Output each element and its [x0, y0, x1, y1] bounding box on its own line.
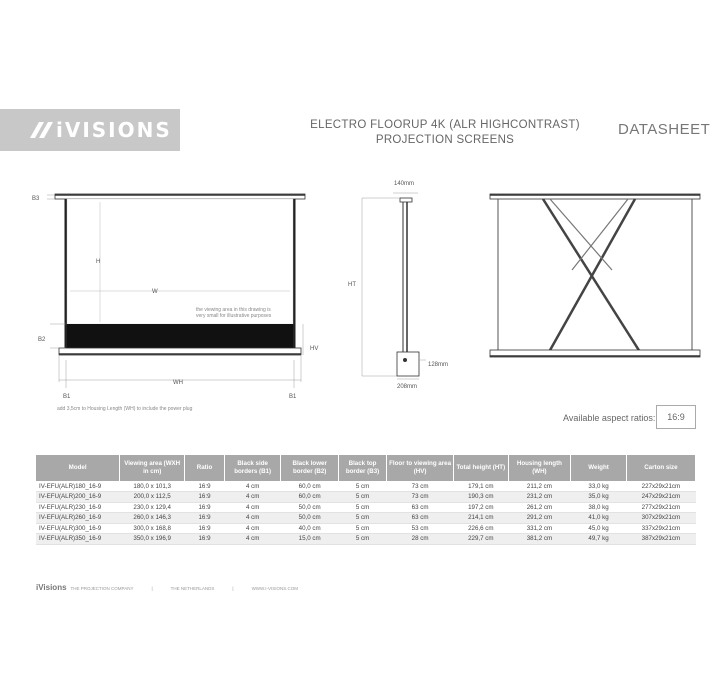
cell-model: IV-EFU(ALR)200_16-9	[36, 492, 120, 503]
cell-lower-border: 40,0 cm	[281, 523, 339, 534]
footer-brand: iVisions	[36, 583, 67, 592]
cell-floor-to-viewing: 73 cm	[387, 492, 454, 503]
cell-side-borders: 4 cm	[224, 492, 281, 503]
cell-weight: 35,0 kg	[571, 492, 626, 503]
document-type: DATASHEET	[618, 121, 710, 138]
cell-ratio: 16:9	[185, 523, 225, 534]
table-row	[36, 513, 696, 524]
cell-carton-size: 277x29x21cm	[626, 502, 695, 513]
cell-model: IV-EFU(ALR)230_16-9	[36, 502, 120, 513]
table-row	[36, 534, 696, 545]
cell-weight: 45,0 kg	[571, 523, 626, 534]
page-title	[300, 118, 590, 148]
cell-floor-to-viewing: 73 cm	[387, 481, 454, 492]
col-ratio: Ratio	[185, 455, 225, 481]
cell-model: IV-EFU(ALR)260_16-9	[36, 513, 120, 524]
wh-label: WH	[173, 380, 183, 386]
footer-website: WWW.I-VISIONS.COM	[251, 586, 299, 591]
cell-model: IV-EFU(ALR)300_16-9	[36, 523, 120, 534]
title-line-2: PROJECTION SCREENS	[375, 134, 515, 146]
cell-ratio: 16:9	[185, 534, 225, 545]
cell-weight: 49,7 kg	[571, 534, 626, 545]
col-top-border: Black top border (B3)	[338, 455, 386, 481]
col-viewing-area: Viewing area (WXH in cm)	[120, 455, 185, 481]
col-carton-size: Carton size	[626, 455, 695, 481]
col-floor-to-viewing: Floor to viewing area (HV)	[387, 455, 454, 481]
b3-label: B3	[32, 196, 40, 202]
illustration-note-2: very small for illustrative purposes	[196, 313, 272, 319]
cell-floor-to-viewing: 63 cm	[387, 513, 454, 524]
b1-left-label: B1	[63, 394, 71, 400]
table-row	[36, 523, 696, 534]
cell-housing-length: 231,2 cm	[508, 492, 571, 503]
cell-viewing-area: 180,0 x 101,3	[120, 481, 185, 492]
cell-viewing-area: 350,0 x 196,9	[120, 534, 185, 545]
cell-weight: 38,0 kg	[571, 502, 626, 513]
footer-separator: |	[151, 586, 153, 591]
cell-top-border: 5 cm	[338, 502, 386, 513]
cell-floor-to-viewing: 53 cm	[387, 523, 454, 534]
cell-top-border: 5 cm	[338, 534, 386, 545]
brand-logo-bar	[0, 109, 180, 151]
table-row	[36, 492, 696, 503]
ht-label: HT	[348, 282, 356, 288]
cell-total-height: 229,7 cm	[454, 534, 508, 545]
side-base-label: 208mm	[397, 384, 418, 390]
cell-carton-size: 247x29x21cm	[626, 492, 695, 503]
cell-housing-length: 211,2 cm	[508, 481, 571, 492]
cell-lower-border: 50,0 cm	[281, 513, 339, 524]
cell-floor-to-viewing: 28 cm	[387, 534, 454, 545]
cell-total-height: 214,1 cm	[454, 513, 508, 524]
front-view-drawing	[32, 194, 318, 412]
col-lower-border: Black lower border (B2)	[281, 455, 339, 481]
cell-viewing-area: 230,0 x 129,4	[120, 502, 185, 513]
cell-floor-to-viewing: 63 cm	[387, 502, 454, 513]
cell-top-border: 5 cm	[338, 513, 386, 524]
b1-right-label: B1	[289, 394, 297, 400]
power-plug-note: add 3,5cm to Housing Length (WH) to include the power plug	[57, 406, 193, 412]
aspect-ratio-badge: 16:9	[656, 405, 696, 429]
cell-total-height: 179,1 cm	[454, 481, 508, 492]
cell-viewing-area: 260,0 x 146,3	[120, 513, 185, 524]
cell-viewing-area: 300,0 x 168,8	[120, 523, 185, 534]
specifications-table	[36, 455, 696, 545]
cell-viewing-area: 200,0 x 112,5	[120, 492, 185, 503]
table-row	[36, 502, 696, 513]
cell-housing-length: 291,2 cm	[508, 513, 571, 524]
cell-carton-size: 227x29x21cm	[626, 481, 695, 492]
table-row	[36, 481, 696, 492]
cell-housing-length: 261,2 cm	[508, 502, 571, 513]
cell-lower-border: 60,0 cm	[281, 481, 339, 492]
col-total-height: Total height (HT)	[454, 455, 508, 481]
cell-side-borders: 4 cm	[224, 502, 281, 513]
cell-total-height: 197,2 cm	[454, 502, 508, 513]
aspect-ratios-label: Available aspect ratios:	[563, 413, 656, 423]
col-weight: Weight	[571, 455, 626, 481]
side-depth-label: 128mm	[428, 362, 449, 368]
cell-lower-border: 50,0 cm	[281, 502, 339, 513]
h-label: H	[96, 259, 101, 265]
col-housing-length: Housing length (WH)	[508, 455, 571, 481]
w-label: W	[152, 289, 158, 295]
cell-carton-size: 337x29x21cm	[626, 523, 695, 534]
cell-total-height: 190,3 cm	[454, 492, 508, 503]
illustration-note-1: the viewing area in this drawing is	[196, 307, 271, 313]
cell-ratio: 16:9	[185, 513, 225, 524]
cell-model: IV-EFU(ALR)350_16-9	[36, 534, 120, 545]
cell-housing-length: 331,2 cm	[508, 523, 571, 534]
side-top-width-label: 140mm	[394, 181, 415, 187]
cell-top-border: 5 cm	[338, 481, 386, 492]
cell-housing-length: 381,2 cm	[508, 534, 571, 545]
col-side-borders: Black side borders (B1)	[224, 455, 281, 481]
b2-label: B2	[38, 337, 46, 343]
cell-ratio: 16:9	[185, 492, 225, 503]
cell-top-border: 5 cm	[338, 492, 386, 503]
brand-logo-text: iVISIONS	[56, 118, 172, 142]
cell-model: IV-EFU(ALR)180_16-9	[36, 481, 120, 492]
cell-weight: 33,0 kg	[571, 481, 626, 492]
back-view-drawing	[490, 194, 700, 357]
cell-side-borders: 4 cm	[224, 534, 281, 545]
col-model: Model	[36, 455, 120, 481]
cell-side-borders: 4 cm	[224, 523, 281, 534]
cell-side-borders: 4 cm	[224, 481, 281, 492]
cell-ratio: 16:9	[185, 481, 225, 492]
side-view-drawing	[348, 181, 448, 390]
table-header-row	[36, 455, 696, 481]
footer-separator: |	[232, 586, 234, 591]
footer-country: THE NETHERLANDS	[170, 586, 215, 591]
cell-total-height: 226,6 cm	[454, 523, 508, 534]
page-footer	[36, 583, 298, 592]
cell-lower-border: 60,0 cm	[281, 492, 339, 503]
cell-weight: 41,0 kg	[571, 513, 626, 524]
logo-slash-icon	[30, 122, 54, 138]
hv-label: HV	[310, 346, 319, 352]
cell-ratio: 16:9	[185, 502, 225, 513]
technical-drawings	[0, 170, 700, 415]
cell-top-border: 5 cm	[338, 523, 386, 534]
cell-carton-size: 307x29x21cm	[626, 513, 695, 524]
cell-carton-size: 387x29x21cm	[626, 534, 695, 545]
title-line-1: ELECTRO FLOORUP 4K (ALR HIGHCONTRAST)	[310, 119, 580, 131]
footer-tagline: THE PROJECTION COMPANY	[70, 586, 134, 591]
cell-side-borders: 4 cm	[224, 513, 281, 524]
cell-lower-border: 15,0 cm	[281, 534, 339, 545]
